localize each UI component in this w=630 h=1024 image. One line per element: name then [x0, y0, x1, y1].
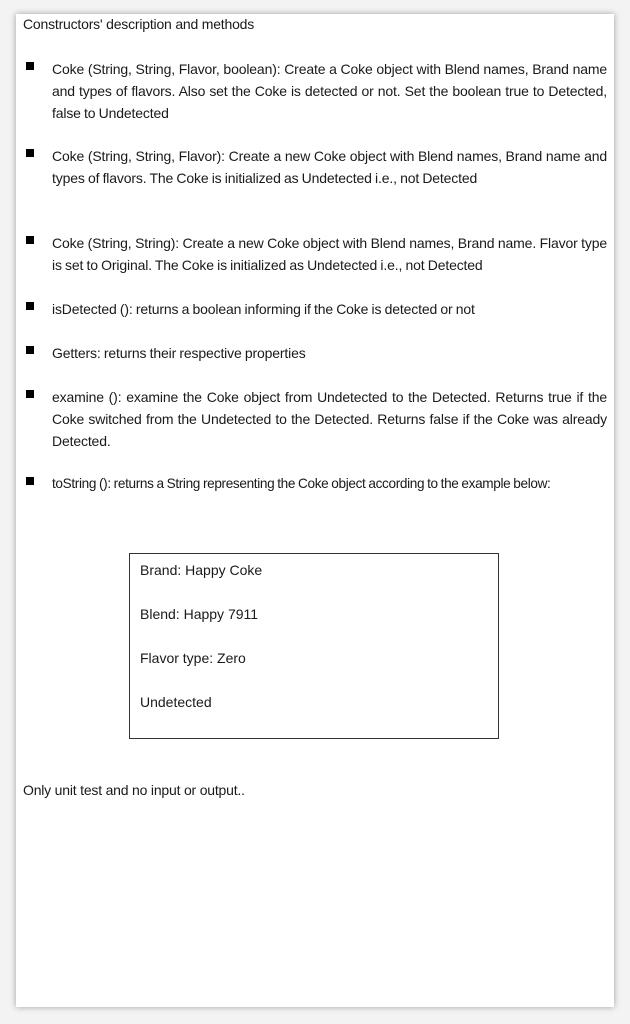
example-status: Undetected	[140, 694, 212, 710]
square-bullet-icon	[26, 62, 34, 70]
square-bullet-icon	[26, 236, 34, 244]
footer-note: Only unit test and no input or output..	[23, 782, 245, 798]
list-item	[23, 145, 607, 189]
list-item-text: Coke (String, String, Flavor, boolean): Create a Coke object with Blend names, Brand name and types of flavors. Also set the Coke is detected or not. Set the boolean true to Detected, false to Undetected	[52, 61, 607, 121]
list-item	[23, 58, 607, 124]
list-item-text: Getters: returns their respective properties	[52, 345, 306, 361]
square-bullet-icon	[26, 477, 34, 485]
list-item	[23, 342, 607, 364]
document-page	[16, 14, 614, 1007]
list-item-text: Coke (String, String, Flavor): Create a new Coke object with Blend names, Brand name and types of flavors. The Coke is initialized as Undetected i.e., not Detected	[52, 148, 607, 186]
list-item-text: Coke (String, String): Create a new Coke object with Blend names, Brand name. Flavor type is set to Original. The Coke is initialized as Undetected i.e., not Detected	[52, 235, 607, 273]
list-item-text: isDetected (): returns a boolean informing if the Coke is detected or not	[52, 301, 475, 317]
example-flavor: Flavor type: Zero	[140, 650, 246, 666]
example-brand: Brand: Happy Coke	[140, 562, 263, 578]
list-item-text: examine (): examine the Coke object from Undetected to the Detected. Returns true if the Coke switched from the Undetected to the Detected. Returns false if the Coke was already Detected.	[52, 389, 607, 449]
tostring-example-box	[129, 553, 499, 739]
square-bullet-icon	[26, 149, 34, 157]
list-item-text: toString (): returns a String representing the Coke object according to the example below:	[52, 476, 551, 491]
list-item	[23, 298, 607, 320]
square-bullet-icon	[26, 390, 34, 398]
list-item	[23, 232, 607, 276]
section-heading: Constructors' description and methods	[23, 16, 255, 32]
square-bullet-icon	[26, 302, 34, 310]
square-bullet-icon	[26, 346, 34, 354]
list-item	[23, 386, 607, 452]
example-blend: Blend: Happy 7911	[140, 606, 259, 622]
list-item	[23, 473, 607, 495]
